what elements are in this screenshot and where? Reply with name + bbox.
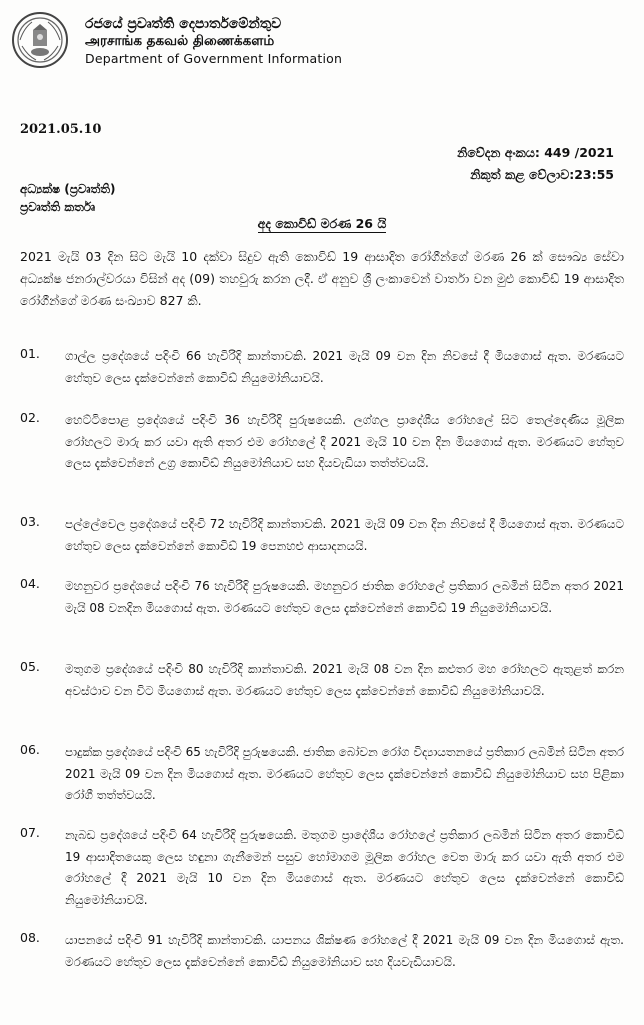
list-item-number: 04. <box>20 576 40 591</box>
release-date: 2021.05.10 <box>20 122 102 137</box>
list-item-text: ගාල්ල ප්‍රදේශයේ පදිංචි 66 හැවිරිදි කාන්තාවකි. 2021 මැයි 09 වන දින නිවසේ දී මියගොස් ඇත. මරණයට හේතුව ලෙස දැක්වෙන්නේ කොවිඩ් නියුමෝනියාවයි. <box>65 349 624 385</box>
intro-paragraph: 2021 මැයි 03 දින සිට මැයි 10 දක්වා සිදුව ඇති කොවිඩ් 19 ආසාදිත රෝගීන්ගේ මරණ 26 ක් සෞඛ්‍ය සේවා අධ්‍යක්ෂ ජනරාල්වරයා විසින් අද (09) තහවුරු කරන ලදී. ඒ අනුව ශ්‍රී ලංකාවෙන් වාර්තා වන මුළු කොවිඩ් 19 ආසාදිත රෝගීන්ගේ මරණ සංඛ්‍යාව 827 කි. <box>20 249 624 308</box>
department-name-english: Department of Government Information <box>85 51 343 66</box>
release-meta <box>457 142 614 186</box>
list-item-number: 01. <box>20 346 40 361</box>
list-item-text: හෙට්ටිපොළ ප්‍රදේශයේ පදිංචි 36 හැවිරිදි පුරුෂයෙකි. ලග්ගල ප්‍රාදේශීය රෝහලේ සිට තෙල්දෙණිය මූලික රෝහලට මාරු කර යවා ඇති අතර එම රෝහලේ දී 2021 මැයි 10 වන දින මියගොස් ඇත. මරණයට හේතුව ලෙස දැක්වෙන්නේ උග්‍ර කොවිඩ් නියුමෝනියාව සහ දියවැඩියා තත්ත්වයයි. <box>65 413 624 470</box>
list-item-text: යාපනයේ පදිංචි 91 හැවිරිදි කාන්තාවකි. යාපනය ශික්ෂණ රෝහලේ දී 2021 මැයි 09 වන දින මියගොස් ඇත. මරණයට හේතුව ලෙස දැක්වෙන්නේ කොවිඩ් නියුමෝනියාව සහ දියවැඩියාවයි. <box>65 933 624 969</box>
department-name-tamil: அரசாங்க தகவல் திணைக்களம் <box>85 33 275 49</box>
list-item-text: පල්ලේවෙල ප්‍රදේශයේ පදිංචි 72 හැවිරිදි කාන්තාවකි. 2021 මැයි 09 වන දින නිවසේ දී මියගොස් ඇත. මරණයට හේතුව ලෙස දැක්වෙන්නේ කොවිඩ් 19 පෙනහළු ආසාදනයයි. <box>65 517 624 553</box>
list-item-number: 03. <box>20 514 40 529</box>
list-item-number: 02. <box>20 410 40 425</box>
release-time-label: නිකුත් කළ වේලාව: <box>470 167 575 182</box>
release-time: 23:55 <box>574 167 614 182</box>
recipients <box>20 180 115 216</box>
list-item-number: 08. <box>20 930 40 945</box>
list-item-text: නැබඩ ප්‍රදේශයේ පදිංචි 64 හැවිරිදි පුරුෂයෙකි. මතුගම ප්‍රාදේශීය රෝහලේ ප්‍රතිකාර ලබමින් සිටින අතර කොවිඩ් 19 ආසාදිතයෙකු ලෙස හඳුනා ගැනීමෙන් පසුව හෝමාගම මූලික රෝහල වෙත මාරු කර යවා ඇති අතර එම රෝහලේ දී 2021 මැයි 10 වන දින මියගොස් ඇත. මරණයට හේතුව ලෙස දැක්වෙන්නේ කොවිඩ් නියුමෝනියාවයි. <box>65 828 624 907</box>
department-name-sinhala: රජයේ ප්‍රවෘත්ති දෙපාර්තමේන්තුව <box>85 16 282 32</box>
recipient-news-editor: ප්‍රවෘත්ති කර්තෘ <box>20 200 96 214</box>
list-item-number: 05. <box>20 659 40 674</box>
list-item-text: මතුගම ප්‍රදේශයේ පදිංචි 80 හැවිරිදි කාන්තාවකි. 2021 මැයි 08 වන දින කළුතර මහ රෝහලට ඇතුළත් කරන අවස්ථාව වන විට මියගොස් ඇත. මරණයට හේතුව ලෙස දැක්වෙන්නේ කොවිඩ් නියුමෝනියාවයි. <box>65 662 624 698</box>
department-name-block <box>85 16 342 67</box>
release-no-label: නිවේදන අංකය: <box>457 145 540 160</box>
document-title <box>0 216 644 232</box>
list-item-number: 06. <box>20 742 40 757</box>
list-item-text: පාදුක්ක ප්‍රදේශයේ පදිංචි 65 හැවිරිදි පුරුෂයෙකි. ජාතික බෝවන රෝග විද්‍යායතනයේ ප්‍රතිකාර ලබමින් සිටින අතර 2021 මැයි 09 වන දින මියගොස් ඇත. මරණයට හේතුව ලෙස දැක්වෙන්නේ කොවිඩ් නියුමෝනියාව සහ පිළිකා රෝගී තත්ත්වයයි. <box>65 745 624 802</box>
list-item-number: 07. <box>20 825 40 840</box>
document-title-text: අද කොවිඩ් මරණ 26 යි <box>257 216 387 231</box>
sri-lanka-government-emblem-icon <box>10 10 70 72</box>
list-item-text: මහනුවර ප්‍රදේශයේ පදිංචි 76 හැවිරිදි පුරුෂයෙකි. මහනුවර ජාතික රෝහලේ ප්‍රතිකාර ලබමින් සිටින අතර 2021 මැයි 08 වනදින මියගොස් ඇත. මරණයට හේතුව ලෙස දැක්වෙන්නේ කොවිඩ් 19 නියුමෝනියාවයි. <box>65 579 624 615</box>
release-no: 449 /2021 <box>544 145 614 160</box>
recipient-director-news: අධ්‍යක්ෂ (ප්‍රවෘත්ති) <box>20 182 116 196</box>
